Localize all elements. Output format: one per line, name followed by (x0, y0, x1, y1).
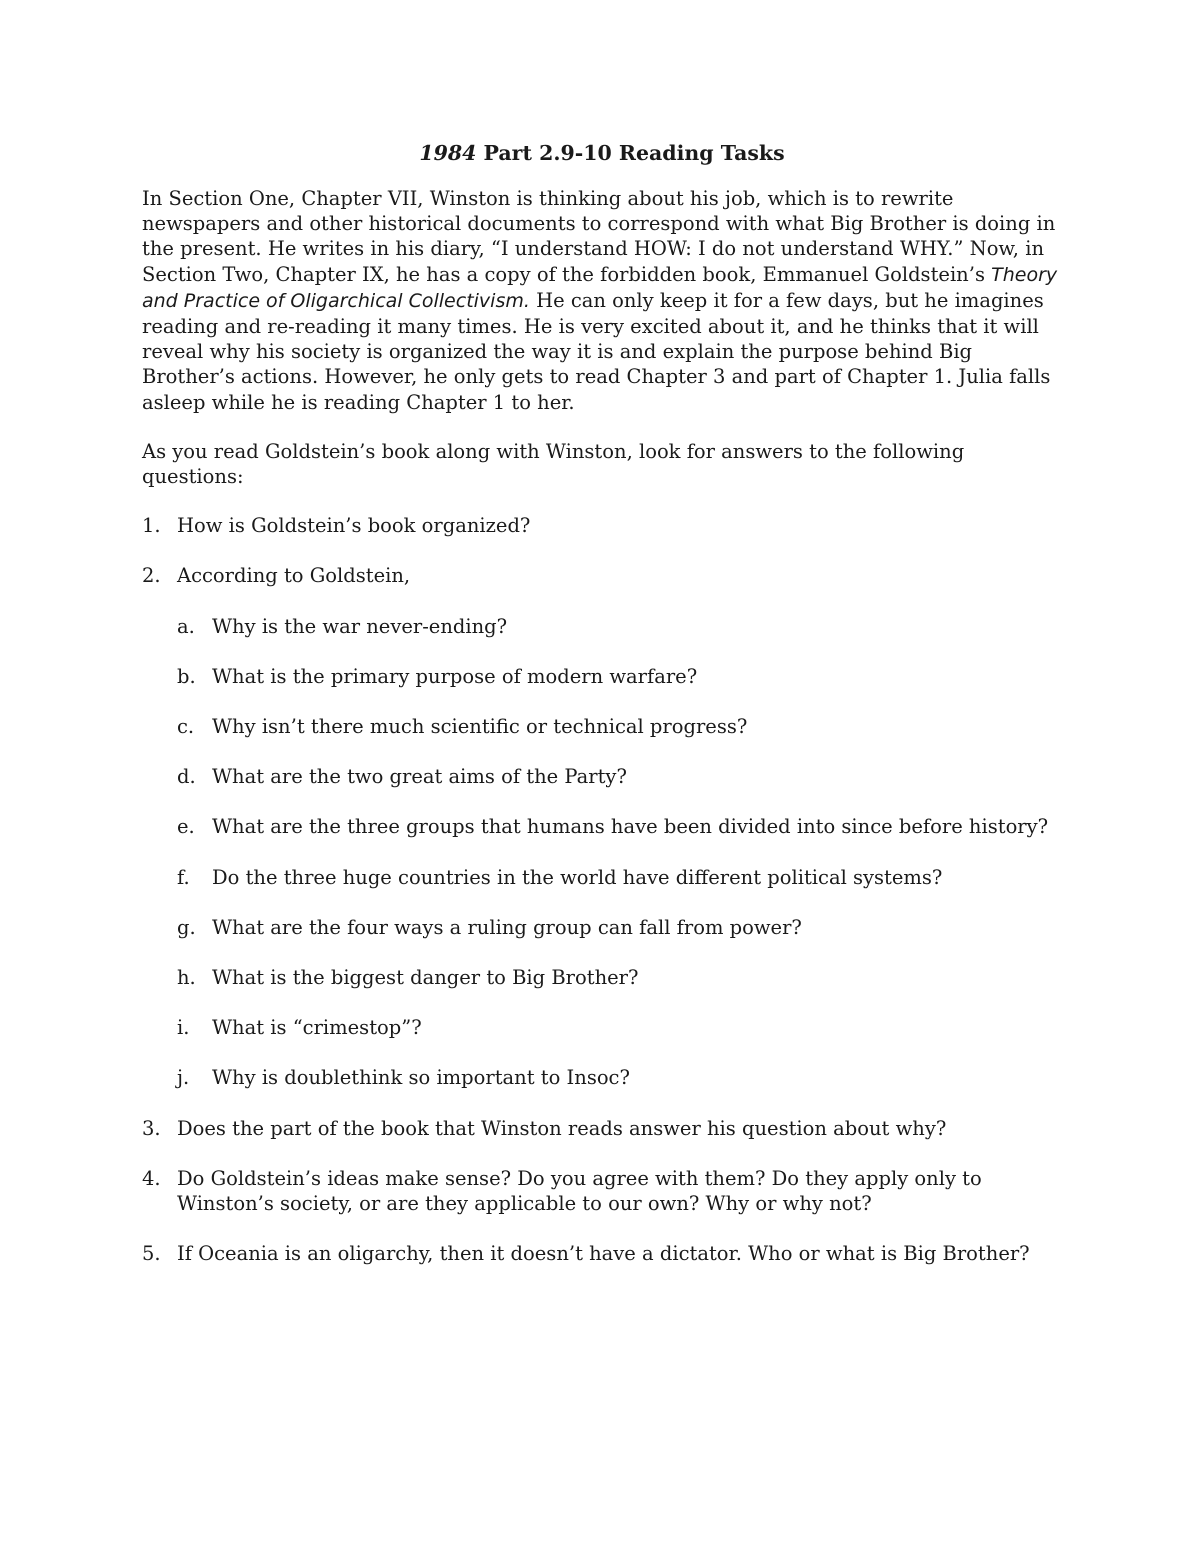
subquestion-item-e (177, 814, 1062, 839)
question-marker: 4. (142, 1166, 161, 1190)
question-item-1 (142, 513, 1062, 538)
subquestion-text: Why is the war never-ending? (212, 614, 508, 638)
question-text: If Oceania is an oligarchy, then it doesn’t have a dictator. Who or what is Big Brother? (177, 1242, 1030, 1266)
intro-paragraph (142, 186, 1062, 415)
subquestion-text: What is the biggest danger to Big Brother? (212, 966, 639, 990)
question-item-3 (142, 1116, 1062, 1141)
subquestion-marker: j. (177, 1066, 190, 1090)
subquestion-item-i (177, 1015, 1062, 1040)
question-item-2 (142, 563, 1062, 588)
subquestion-text: Do the three huge countries in the world have different political systems? (212, 865, 943, 889)
document-title (142, 140, 1062, 166)
subquestion-item-h (177, 965, 1062, 990)
question-text: Do Goldstein’s ideas make sense? Do you agree with them? Do they apply only to Winston’s society, or are they applicable to our own? Why or why not? (177, 1166, 982, 1216)
subquestion-text: What are the two great aims of the Party? (212, 765, 627, 789)
subquestion-text: Why is doublethink so important to Insoc? (212, 1066, 630, 1090)
subquestion-item-b (177, 664, 1062, 689)
intro-text-part2: He can only keep it for a few days, but he imagines reading and re-reading it many times. He is very excited about it, and he thinks that it will reveal why his society is organized the way it is and explain the purpose behind Big Brother’s actions. However, he only gets to read Chapter 3 and part of Chapter 1. Julia falls asleep while he is reading Chapter 1 to her. (142, 288, 1051, 414)
subquestion-text: What is “crimestop”? (212, 1016, 422, 1040)
question-marker: 1. (142, 514, 161, 538)
subquestion-marker: i. (177, 1016, 190, 1040)
subquestion-marker: e. (177, 815, 195, 839)
title-number: 1984 (419, 141, 477, 165)
question-item-5 (142, 1241, 1062, 1266)
subquestion-text: What are the four ways a ruling group can fall from power? (212, 915, 802, 939)
subquestion-marker: g. (177, 915, 196, 939)
subquestion-marker: f. (177, 865, 190, 889)
book-title: Theory and Practice of Oligarchical Collectivism. (142, 263, 1058, 312)
question-list (142, 513, 1062, 1266)
question-text: Does the part of the book that Winston reads answer his question about why? (177, 1116, 947, 1140)
instruction-paragraph: As you read Goldstein’s book along with Winston, look for answers to the following questions: (142, 439, 965, 489)
subquestion-list (177, 614, 1062, 1091)
subquestion-item-j (177, 1065, 1062, 1090)
question-text: How is Goldstein’s book organized? (177, 514, 531, 538)
intro-text-part1: In Section One, Chapter VII, Winston is thinking about his job, which is to rewrite newspapers and other historical documents to correspond with what Big Brother is doing in the present. He writes in his diary, “I understand HOW: I do not understand WHY.” Now, in Section Two, Chapter IX, he has a copy of the forbidden book, Emmanuel Goldstein’s (142, 187, 1056, 286)
subquestion-item-a (177, 614, 1062, 639)
subquestion-item-d (177, 764, 1062, 789)
subquestion-marker: a. (177, 614, 195, 638)
subquestion-marker: h. (177, 966, 196, 990)
subquestion-marker: c. (177, 715, 195, 739)
subquestion-item-f (177, 865, 1062, 890)
document-page (142, 140, 1062, 1291)
title-text: Part 2.9-10 Reading Tasks (476, 141, 785, 165)
subquestion-marker: d. (177, 765, 196, 789)
question-marker: 5. (142, 1242, 161, 1266)
question-item-4 (142, 1166, 1062, 1216)
subquestion-item-c (177, 714, 1062, 739)
subquestion-text: What are the three groups that humans have been divided into since before history? (212, 815, 1049, 839)
subquestion-text: Why isn’t there much scientific or technical progress? (212, 715, 748, 739)
subquestion-text: What is the primary purpose of modern warfare? (212, 664, 698, 688)
question-marker: 2. (142, 564, 161, 588)
question-text: According to Goldstein, (177, 564, 411, 588)
subquestion-item-g (177, 915, 1062, 940)
subquestion-marker: b. (177, 664, 196, 688)
question-marker: 3. (142, 1116, 161, 1140)
